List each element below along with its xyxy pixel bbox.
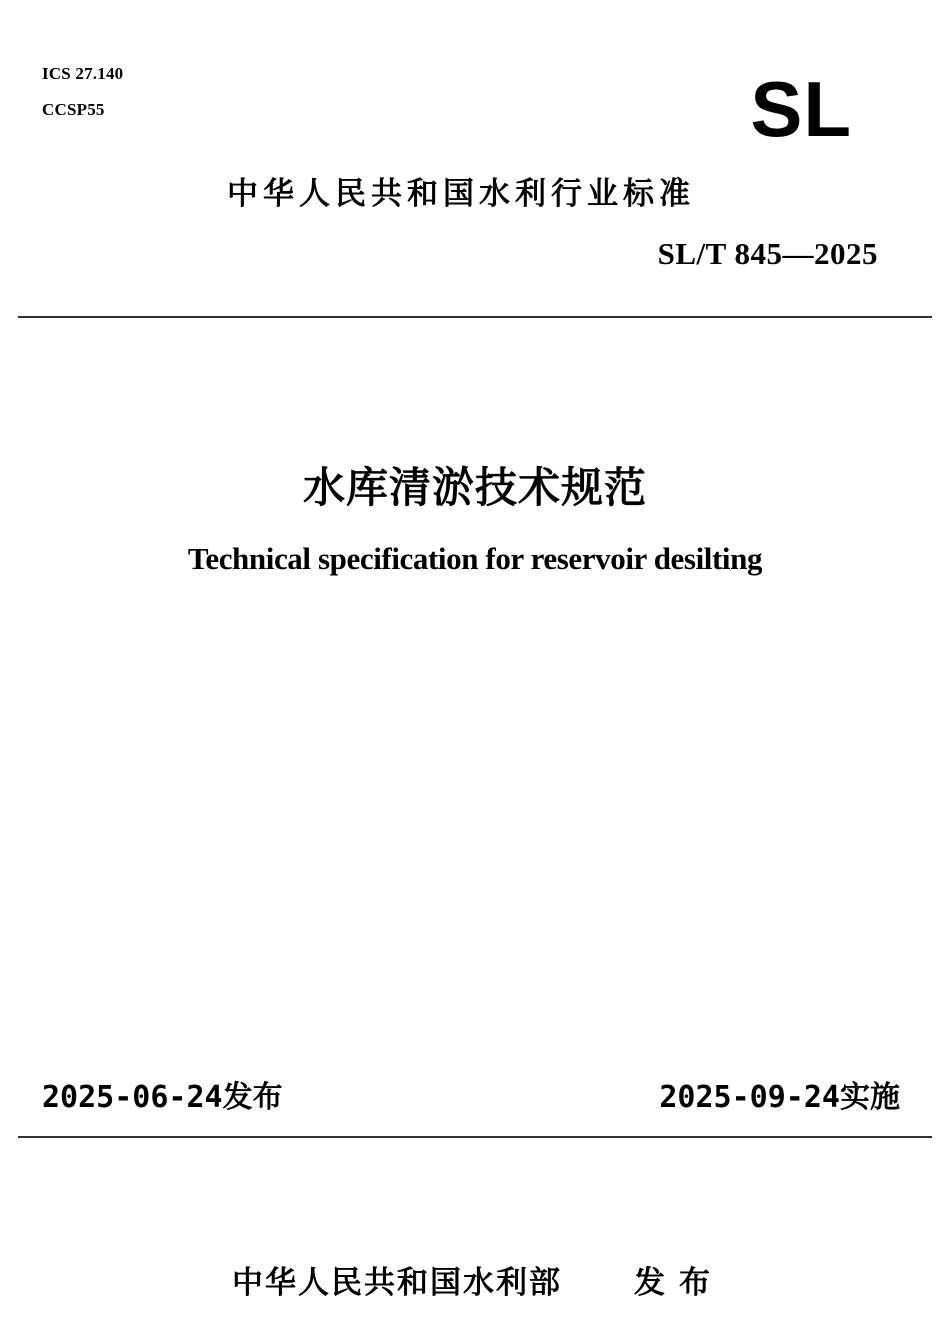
publisher: 中华人民共和国水利部 [232,1265,562,1301]
standard-number: SL/T 845—2025 [657,236,878,271]
document-title-chinese: 水库清淤技术规范 [302,463,647,512]
ccs-code: CCSP55 [42,100,105,119]
bottom-divider [18,1136,932,1138]
industry-standard-heading: 中华人民共和国水利行业标准 [227,176,695,212]
issue-date: 2025-06-24发布 [42,1080,283,1115]
implementation-date: 2025-09-24实施 [659,1080,900,1115]
document-title-english: Technical specification for reservoir desilting [187,541,763,576]
sl-logo: SL [750,65,852,153]
publish-label: 发布 [634,1265,724,1301]
ics-code: ICS 27.140 [42,64,124,83]
top-divider [18,316,932,318]
